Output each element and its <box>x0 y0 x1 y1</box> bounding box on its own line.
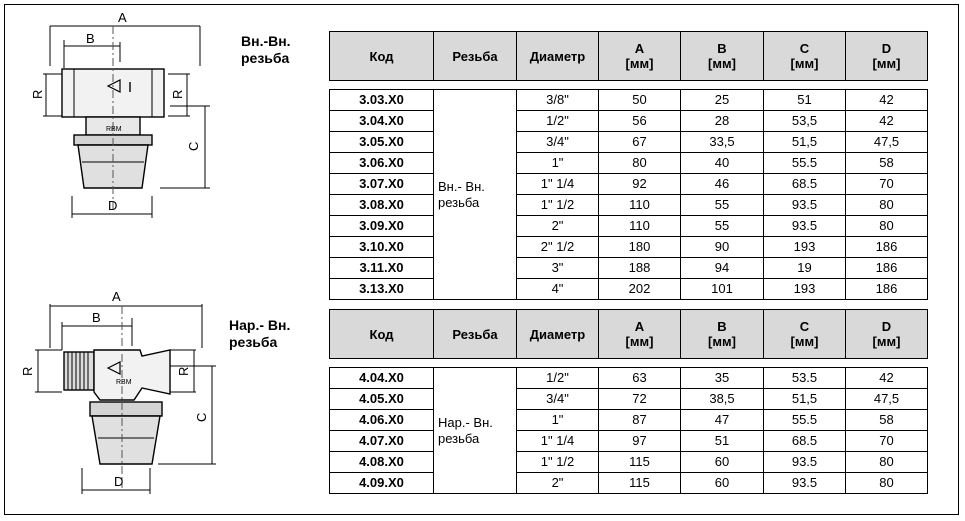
code-cell: 4.09.X0 <box>330 473 434 494</box>
spacer-row <box>330 81 928 90</box>
c-cell: 93.5 <box>764 216 846 237</box>
dim-r-right-label: R <box>170 89 185 99</box>
thread-line: Вн.- Вн. <box>438 178 485 194</box>
header-code: Код <box>330 32 434 81</box>
table-row <box>330 153 928 174</box>
c-cell: 93.5 <box>764 195 846 216</box>
a-cell: 110 <box>599 195 681 216</box>
code-cell: 4.05.X0 <box>330 389 434 410</box>
d-cell: 42 <box>846 90 928 111</box>
header-c <box>764 32 846 81</box>
header-diameter: Диаметр <box>517 310 599 359</box>
diameter-cell: 4" <box>517 279 599 300</box>
spec-table-male-female <box>329 309 928 494</box>
logo-label: RBM <box>116 379 132 386</box>
code-cell: 3.10.X0 <box>330 237 434 258</box>
d-cell: 42 <box>846 111 928 132</box>
d-cell: 70 <box>846 431 928 452</box>
diameter-cell: 1" 1/4 <box>517 174 599 195</box>
c-cell: 55.5 <box>764 410 846 431</box>
spacer-cell <box>330 359 928 368</box>
code-cell: 3.11.X0 <box>330 258 434 279</box>
code-cell: 4.07.X0 <box>330 431 434 452</box>
header-d <box>846 32 928 81</box>
diameter-cell: 3/4" <box>517 132 599 153</box>
b-cell: 55 <box>681 216 764 237</box>
code-cell: 4.08.X0 <box>330 452 434 473</box>
header-line: A <box>634 319 645 334</box>
header-a <box>599 310 681 359</box>
header-line: [мм] <box>708 334 736 349</box>
c-cell: 51,5 <box>764 389 846 410</box>
header-a <box>599 32 681 81</box>
header-line: D <box>881 319 892 334</box>
dim-c-label: C <box>186 141 201 151</box>
table-row <box>330 237 928 258</box>
a-cell: 115 <box>599 452 681 473</box>
table-row <box>330 90 928 111</box>
header-b <box>681 310 764 359</box>
diameter-cell: 3/4" <box>517 389 599 410</box>
code-cell: 4.06.X0 <box>330 410 434 431</box>
code-cell: 3.13.X0 <box>330 279 434 300</box>
c-cell: 53.5 <box>764 368 846 389</box>
header-b <box>681 32 764 81</box>
c-cell: 193 <box>764 279 846 300</box>
diameter-cell: 3/8" <box>517 90 599 111</box>
section-label-line: резьба <box>241 50 290 66</box>
a-cell: 115 <box>599 473 681 494</box>
c-cell: 68.5 <box>764 431 846 452</box>
b-cell: 55 <box>681 195 764 216</box>
b-cell: 90 <box>681 237 764 258</box>
dim-d-label: D <box>108 198 118 213</box>
header-line: D <box>881 41 892 56</box>
code-cell: 3.07.X0 <box>330 174 434 195</box>
b-cell: 101 <box>681 279 764 300</box>
dim-a-label: A <box>112 289 121 304</box>
c-cell: 51 <box>764 90 846 111</box>
dim-r-right-label: R <box>176 366 191 376</box>
dim-r-left-label: R <box>20 366 35 376</box>
logo-label: RBM <box>106 126 122 133</box>
a-cell: 202 <box>599 279 681 300</box>
header-line: C <box>799 41 810 56</box>
header-line: [мм] <box>790 56 819 71</box>
header-thread: Резьба <box>434 32 517 81</box>
code-cell: 3.05.X0 <box>330 132 434 153</box>
table-row <box>330 473 928 494</box>
section-label-line: Нар.- Вн. <box>229 317 291 333</box>
d-cell: 186 <box>846 237 928 258</box>
diameter-cell: 3" <box>517 258 599 279</box>
header-code: Код <box>330 310 434 359</box>
diameter-cell: 1" <box>517 153 599 174</box>
table-row <box>330 258 928 279</box>
diameter-cell: 2" 1/2 <box>517 237 599 258</box>
drawing-male-female <box>10 288 220 504</box>
dim-r-left-label: R <box>30 89 45 99</box>
header-c <box>764 310 846 359</box>
header-line: A <box>634 41 645 56</box>
c-cell: 55.5 <box>764 153 846 174</box>
diameter-cell: 2" <box>517 473 599 494</box>
b-cell: 46 <box>681 174 764 195</box>
table-row <box>330 174 928 195</box>
header-line: [мм] <box>708 56 736 71</box>
b-cell: 60 <box>681 473 764 494</box>
diameter-cell: 1/2" <box>517 368 599 389</box>
header-line: C <box>799 319 810 334</box>
b-cell: 35 <box>681 368 764 389</box>
diameter-cell: 2" <box>517 216 599 237</box>
header-thread: Резьба <box>434 310 517 359</box>
header-diameter: Диаметр <box>517 32 599 81</box>
d-cell: 47,5 <box>846 389 928 410</box>
code-cell: 3.09.X0 <box>330 216 434 237</box>
header-row <box>330 310 928 359</box>
b-cell: 25 <box>681 90 764 111</box>
table-row <box>330 452 928 473</box>
b-cell: 94 <box>681 258 764 279</box>
section-2-label <box>229 317 290 351</box>
d-cell: 47,5 <box>846 132 928 153</box>
table-row <box>330 389 928 410</box>
thread-line: резьба <box>438 194 480 210</box>
table-row <box>330 111 928 132</box>
d-cell: 70 <box>846 174 928 195</box>
a-cell: 110 <box>599 216 681 237</box>
a-cell: 180 <box>599 237 681 258</box>
a-cell: 80 <box>599 153 681 174</box>
a-cell: 56 <box>599 111 681 132</box>
c-cell: 193 <box>764 237 846 258</box>
d-cell: 80 <box>846 473 928 494</box>
table-row <box>330 216 928 237</box>
header-line: [мм] <box>872 56 901 71</box>
a-cell: 72 <box>599 389 681 410</box>
diameter-cell: 1" 1/2 <box>517 452 599 473</box>
header-row <box>330 32 928 81</box>
d-cell: 80 <box>846 216 928 237</box>
c-cell: 53,5 <box>764 111 846 132</box>
d-cell: 186 <box>846 258 928 279</box>
a-cell: 50 <box>599 90 681 111</box>
code-cell: 3.03.X0 <box>330 90 434 111</box>
a-cell: 97 <box>599 431 681 452</box>
diameter-cell: 1/2" <box>517 111 599 132</box>
code-cell: 3.08.X0 <box>330 195 434 216</box>
c-cell: 93.5 <box>764 452 846 473</box>
diameter-cell: 1" <box>517 410 599 431</box>
spec-table-female-female <box>329 31 928 300</box>
section-label-line: резьба <box>229 334 278 350</box>
c-cell: 19 <box>764 258 846 279</box>
dim-d-label: D <box>114 474 124 489</box>
a-cell: 87 <box>599 410 681 431</box>
thread-line: резьба <box>438 430 480 446</box>
d-cell: 80 <box>846 195 928 216</box>
a-cell: 67 <box>599 132 681 153</box>
header-line: [мм] <box>625 334 654 349</box>
b-cell: 33,5 <box>681 132 764 153</box>
table-row <box>330 368 928 389</box>
table-row <box>330 431 928 452</box>
c-cell: 93.5 <box>764 473 846 494</box>
thread-line: Нар.- Вн. <box>438 414 493 430</box>
b-cell: 38,5 <box>681 389 764 410</box>
section-label-line: Вн.-Вн. <box>241 33 291 49</box>
c-cell: 51,5 <box>764 132 846 153</box>
drawing-female-female <box>10 6 220 220</box>
header-line: [мм] <box>625 56 654 71</box>
d-cell: 58 <box>846 410 928 431</box>
a-cell: 188 <box>599 258 681 279</box>
d-cell: 186 <box>846 279 928 300</box>
b-cell: 60 <box>681 452 764 473</box>
d-cell: 42 <box>846 368 928 389</box>
diameter-cell: 1" 1/2 <box>517 195 599 216</box>
b-cell: 51 <box>681 431 764 452</box>
header-d <box>846 310 928 359</box>
dim-a-label: A <box>118 10 127 25</box>
a-cell: 63 <box>599 368 681 389</box>
d-cell: 58 <box>846 153 928 174</box>
a-cell: 92 <box>599 174 681 195</box>
code-cell: 4.04.X0 <box>330 368 434 389</box>
dim-b-label: B <box>92 310 101 325</box>
b-cell: 28 <box>681 111 764 132</box>
code-cell: 3.06.X0 <box>330 153 434 174</box>
table-row <box>330 132 928 153</box>
b-cell: 47 <box>681 410 764 431</box>
dim-b-label: B <box>86 31 95 46</box>
spacer-cell <box>330 81 928 90</box>
header-line: [мм] <box>872 334 901 349</box>
header-line: [мм] <box>790 334 819 349</box>
diameter-cell: 1" 1/4 <box>517 431 599 452</box>
table-row <box>330 279 928 300</box>
thread-cell <box>434 90 517 300</box>
d-cell: 80 <box>846 452 928 473</box>
header-line: B <box>717 41 727 56</box>
section-1-label <box>241 33 291 67</box>
thread-cell <box>434 368 517 494</box>
b-cell: 40 <box>681 153 764 174</box>
table-row <box>330 410 928 431</box>
dim-c-label: C <box>194 412 209 422</box>
table-row <box>330 195 928 216</box>
code-cell: 3.04.X0 <box>330 111 434 132</box>
header-line: B <box>717 319 727 334</box>
c-cell: 68.5 <box>764 174 846 195</box>
spacer-row <box>330 359 928 368</box>
